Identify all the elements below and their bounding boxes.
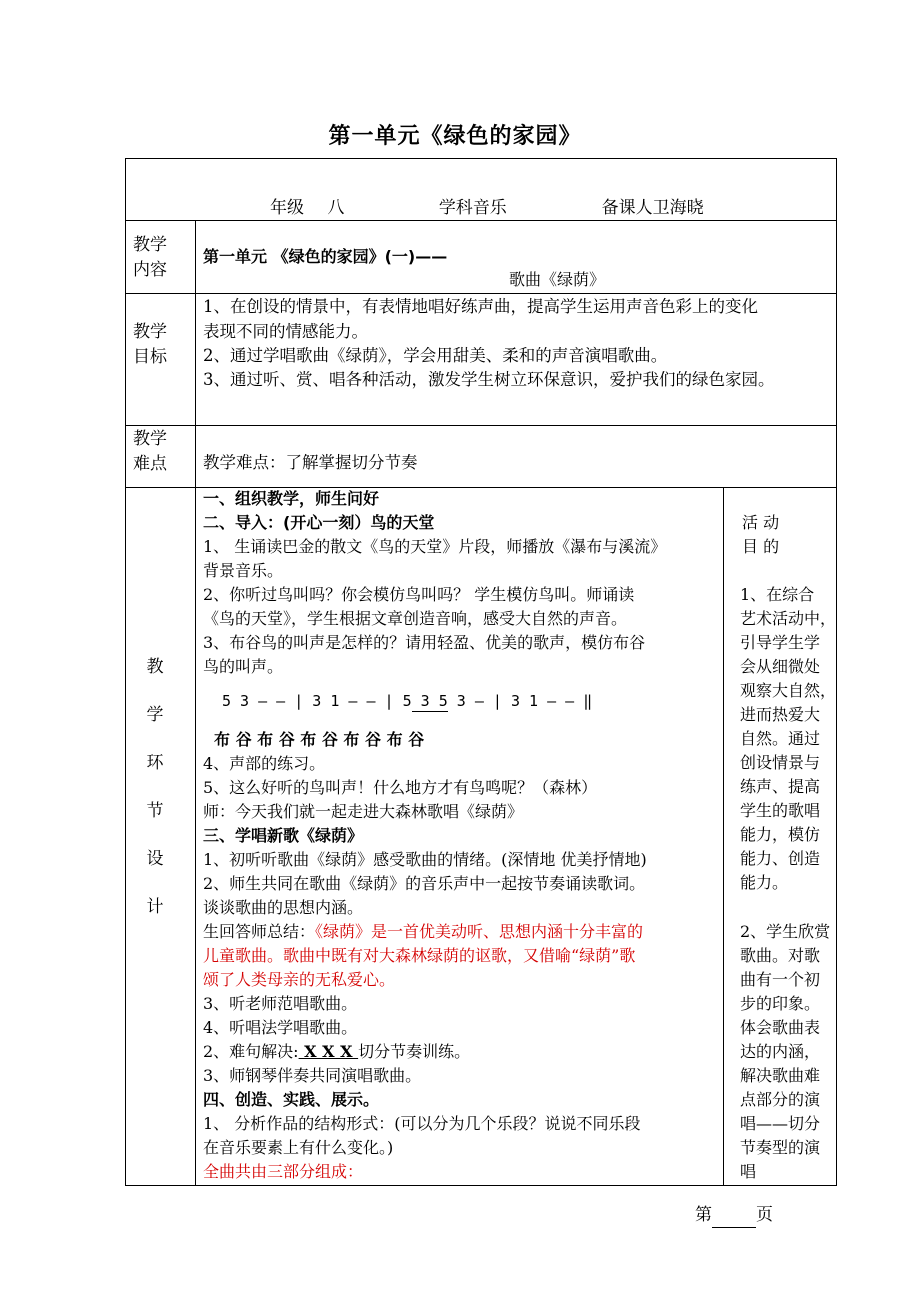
goal-line-3: 2、通过学唱歌曲《绿荫》，学会用甜美、柔和的声音演唱歌曲。 bbox=[203, 346, 668, 365]
row-divider-content bbox=[125, 293, 837, 294]
difficulty-label-1: 教学 bbox=[133, 429, 167, 449]
purpose2-line: 曲有一个初 bbox=[740, 970, 821, 989]
page-number bbox=[695, 1203, 773, 1228]
process-line-11: 2、师生共同在歌曲《绿荫》的音乐声中一起按节奏诵读歌词。 bbox=[203, 874, 646, 893]
header-info bbox=[270, 196, 737, 221]
summary-red-2: 儿童歌曲。歌曲中既有对大森林绿荫的讴歌，又借喻“绿荫”歌 bbox=[203, 946, 636, 965]
side-char-6: 计 bbox=[146, 897, 164, 917]
teacher-value: 卫海晓 bbox=[652, 198, 704, 218]
grade-label: 年级 bbox=[270, 198, 304, 218]
process-line-3: 2、你听过鸟叫吗？你会模仿鸟叫吗？ 学生模仿鸟叫。师诵读 bbox=[203, 585, 635, 604]
purpose1-line: 艺术活动中， bbox=[740, 609, 837, 628]
process-line-17: 4、听唱法学唱歌曲。 bbox=[203, 1018, 358, 1037]
goals-label-1: 教学 bbox=[133, 322, 167, 342]
process-line-22: 全曲共由三部分组成： bbox=[203, 1162, 364, 1181]
purpose1-line: 1、在综合 bbox=[740, 585, 815, 604]
process-line-1: 1、 生诵读巴金的散文《鸟的天堂》片段，师播放《瀑布与溪流》 bbox=[203, 537, 667, 556]
purpose2-line: 2、学生欣赏 bbox=[740, 922, 831, 941]
page-label-left: 第 bbox=[695, 1205, 712, 1225]
purpose1-line: 学生的歌唱 bbox=[740, 801, 821, 820]
purpose1-line: 能力。 bbox=[740, 873, 789, 892]
content-label-2: 内容 bbox=[133, 260, 167, 280]
purpose-heading-2: 目 的 bbox=[742, 537, 780, 556]
goal-line-4: 3、通过听、赏、唱各种活动，激发学生树立环保意识，爱护我们的绿色家园。 bbox=[203, 370, 775, 389]
purpose2-line: 达的内涵， bbox=[740, 1042, 821, 1061]
purpose-column-divider bbox=[723, 487, 724, 1186]
process-side-label bbox=[135, 643, 175, 931]
process-line-19: 3、师钢琴伴奏共同演唱歌曲。 bbox=[203, 1066, 422, 1085]
purpose-block-2 bbox=[740, 920, 832, 1184]
purpose2-line: 体会歌曲表 bbox=[740, 1018, 821, 1037]
process-line-10: 1、初听听歌曲《绿荫》感受歌曲的情绪。(深情地 优美抒情地) bbox=[203, 850, 647, 869]
purpose-block-1 bbox=[740, 583, 837, 895]
side-char-2: 学 bbox=[146, 705, 164, 725]
process-line-8: 5、这么好听的鸟叫声！什么地方才有鸟鸣呢？（森林） bbox=[203, 778, 598, 797]
purpose1-line: 引导学生学 bbox=[740, 633, 821, 652]
process-line-18 bbox=[203, 1040, 470, 1064]
purpose2-line: 歌曲。对歌 bbox=[740, 946, 821, 965]
process-line-2: 背景音乐。 bbox=[203, 561, 284, 580]
section-4-heading: 四、创造、实践、展示。 bbox=[203, 1090, 380, 1109]
summary-prefix: 生回答师总结： bbox=[203, 922, 316, 941]
side-char-1: 教 bbox=[146, 657, 164, 677]
process-line-9: 师：今天我们就一起走进大森林歌唱《绿荫》 bbox=[203, 802, 524, 821]
section-2-heading: 二、导入：(开心一刻）鸟的天堂 bbox=[203, 513, 435, 532]
purpose1-line: 练声、提高 bbox=[740, 777, 821, 796]
purpose1-line: 进而热爱大 bbox=[740, 705, 821, 724]
process-line-4: 《鸟的天堂》，学生根据文章创造音响，感受大自然的声音。 bbox=[203, 609, 628, 628]
purpose1-line: 观察大自然， bbox=[740, 681, 837, 700]
syncopation-rhythm: X X X bbox=[298, 1042, 359, 1061]
content-line-2: 歌曲《绿荫》 bbox=[509, 270, 606, 289]
purpose-heading-1: 活 动 bbox=[742, 513, 780, 532]
process-line-13 bbox=[203, 920, 643, 944]
section-3-heading: 三、学唱新歌《绿荫》 bbox=[203, 826, 364, 845]
section-1-heading: 一、组织教学，师生问好 bbox=[203, 489, 380, 508]
page-label-right: 页 bbox=[756, 1205, 773, 1225]
purpose1-line: 创设情景与 bbox=[740, 753, 821, 772]
purpose1-line: 会从细微处 bbox=[740, 657, 821, 676]
process-line-16: 3、听老师范唱歌曲。 bbox=[203, 994, 358, 1013]
process-line-5: 3、布谷鸟的叫声是怎样的？请用轻盈、优美的歌声，模仿布谷 bbox=[203, 633, 646, 652]
process-line-20: 1、 分析作品的结构形式：(可以分为几个乐段？说说不同乐段 bbox=[203, 1114, 641, 1133]
purpose2-line: 点部分的演 bbox=[740, 1090, 821, 1109]
row-divider-goals bbox=[125, 425, 837, 426]
notation-underline bbox=[412, 711, 448, 712]
purpose1-line: 能力、创造 bbox=[740, 849, 821, 868]
syncopation-training: 切分节奏训练。 bbox=[358, 1042, 471, 1061]
side-char-5: 设 bbox=[146, 849, 164, 869]
subject-label: 学科 bbox=[438, 198, 473, 218]
difficulty-label-2: 难点 bbox=[133, 454, 167, 474]
purpose2-line: 解决歌曲难 bbox=[740, 1066, 821, 1085]
label-column-divider bbox=[195, 220, 196, 1186]
subject-value: 音乐 bbox=[472, 198, 507, 218]
process-line-7: 4、声部的练习。 bbox=[203, 754, 326, 773]
process-line-21: 在音乐要素上有什么变化。) bbox=[203, 1138, 394, 1157]
side-char-3: 环 bbox=[146, 753, 164, 773]
goal-line-1: 1、在创设的情景中，有表情地唱好练声曲，提高学生运用声音色彩上的变化 bbox=[203, 297, 758, 316]
process-line-6: 鸟的叫声。 bbox=[203, 657, 284, 676]
side-char-4: 节 bbox=[146, 801, 164, 821]
rhythm-notation: 5 3 — — | 3 1 — — | 5 3 5 3 — | 3 1 — — ‖ bbox=[222, 692, 593, 710]
content-label-1: 教学 bbox=[133, 235, 167, 255]
purpose2-line: 节奏型的演 bbox=[740, 1138, 821, 1157]
goals-label-2: 目标 bbox=[133, 347, 167, 367]
difficulty-text: 教学难点：了解掌握切分节奏 bbox=[203, 453, 418, 472]
grade-value: 八 bbox=[327, 198, 345, 218]
purpose1-line: 能力，模仿 bbox=[740, 825, 821, 844]
purpose1-line: 自然。通过 bbox=[740, 729, 821, 748]
process-line-12: 谈谈歌曲的思想内涵。 bbox=[203, 898, 364, 917]
difficult-phrase-label: 2、难句解决: bbox=[203, 1042, 299, 1061]
purpose2-line: 步的印象。 bbox=[740, 994, 821, 1013]
document-title: 第一单元《绿色的家园》 bbox=[328, 124, 582, 149]
teacher-label: 备课人 bbox=[601, 198, 653, 218]
purpose2-line: 唱 bbox=[740, 1162, 757, 1181]
goal-line-2: 表现不同的情感能力。 bbox=[203, 322, 368, 341]
summary-red-1: 《绿荫》是一首优美动听、思想内涵十分丰富的 bbox=[315, 922, 644, 941]
content-line-1: 第一单元 《绿色的家园》(一)—— bbox=[203, 247, 448, 266]
purpose2-line: 唱——切分 bbox=[740, 1114, 821, 1133]
summary-red-3: 颂了人类母亲的无私爱心。 bbox=[203, 970, 396, 989]
rhythm-lyrics: 布 谷 布 谷 布 谷 布 谷 布 谷 bbox=[214, 730, 425, 749]
